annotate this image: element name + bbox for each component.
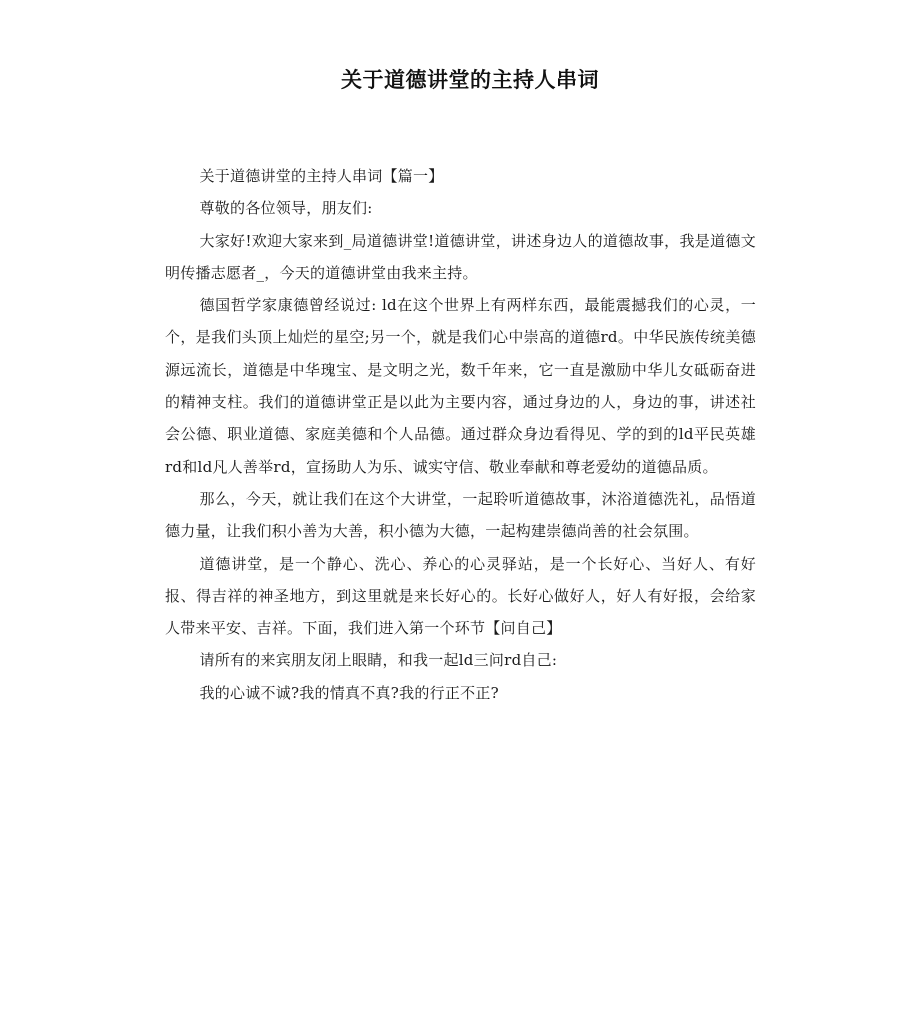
paragraph-heading: 关于道德讲堂的主持人串词【篇一】 [199,167,444,185]
paragraph-kant-quote: 德国哲学家康德曾经说过: ld在这个世界上有两样东西，最能震撼我们的心灵，一个，是我们头顶上灿烂的星空;另一个，就是我们心中崇高的道德rd。中华民族传统美德源远流长，道德是中华瑰宝、是文明之光，数千年来，它一直是激励中华儿女砥砺奋进的精神支柱。我们的道德讲堂正是以此为主要内容，通过身边的人，身边的事，讲述社会公德、职业道德、家庭美德和个人品德。通过群众身边看得见、学的到的ld平民英雄rd和ld凡人善举rd，宣扬助人为乐、诚实守信、敬业奉献和尊老爱幼的道德品质。 [165,296,756,476]
paragraph-three-questions: 我的心诚不诚?我的情真不真?我的行正不正? [199,683,499,702]
paragraph-close-eyes: 请所有的来宾朋友闭上眼睛，和我一起ld三问rd自己: [199,651,558,670]
document-body [165,160,756,709]
paragraph-welcome: 大家好!欢迎大家来到_局道德讲堂!道德讲堂，讲述身边人的道德故事，我是道德文明传播志愿者_，今天的道德讲堂由我来主持。 [165,231,756,282]
paragraph-moral-hall: 道德讲堂，是一个静心、洗心、养心的心灵驿站，是一个长好心、当好人、有好报、得吉祥的神圣地方，到这里就是来长好心的。长好心做好人，好人有好报，会给家人带来平安、吉祥。下面，我们进入第一个环节【问自己】 [165,554,756,638]
paragraph-greeting: 尊敬的各位领导，朋友们: [199,199,373,218]
paragraph-today: 那么，今天，就让我们在这个大讲堂，一起聆听道德故事，沐浴道德洗礼，品悟道德力量，让我们积小善为大善，积小德为大德，一起构建崇德尚善的社会氛围。 [165,489,756,541]
document-title: 关于道德讲堂的主持人串词 [341,68,599,92]
